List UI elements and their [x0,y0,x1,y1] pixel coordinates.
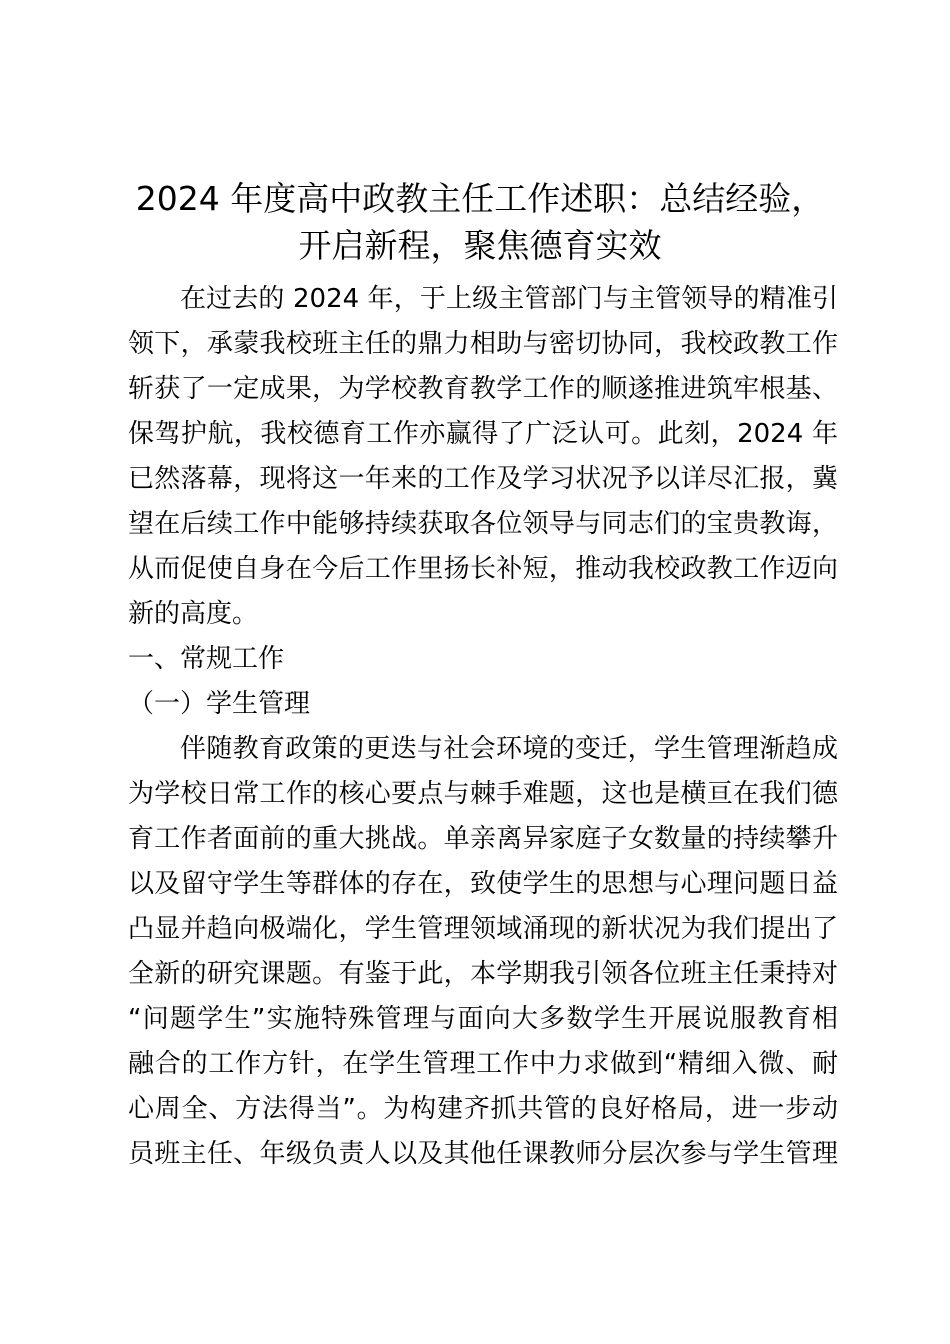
text-line: 全新的研究课题。有鉴于此，本学期我引领各位班主任秉持对 [128,959,838,989]
text-line: 领下，承蒙我校班主任的鼎力相助与密切协同，我校政教工作 [128,329,838,359]
subsection-heading: （一）学生管理 [128,689,311,719]
text-line: 以及留守学生等群体的存在，致使学生的思想与心理问题日益 [128,869,838,899]
document-title [100,175,860,269]
text-line: 已然落幕，现将这一年来的工作及学习状况予以详尽汇报，冀 [128,464,838,494]
text-line: 伴随教育政策的更迭与社会环境的变迁，学生管理渐趋成 [180,734,838,764]
paragraph-student-management [128,727,838,1177]
text-line: 为学校日常工作的核心要点与棘手难题，这也是横亘在我们德 [128,779,838,809]
text-line: 从而促使自身在今后工作里扬长补短，推动我校政教工作迈向 [128,554,838,584]
text-line: 保驾护航，我校德育工作亦赢得了广泛认可。此刻，2024 年 [128,419,838,449]
section-heading: 一、常规工作 [128,644,285,674]
text-line: 心周全、方法得当”。为构建齐抓共管的良好格局，进一步动 [128,1094,838,1124]
text-line: 员班主任、年级负责人以及其他任课教师分层次参与学生管理 [128,1139,838,1169]
text-line: 育工作者面前的重大挑战。单亲离异家庭子女数量的持续攀升 [128,824,838,854]
text-line: “问题学生”实施特殊管理与面向大多数学生开展说服教育相 [128,1004,838,1034]
title-line: 开启新程，聚焦德育实效 [298,226,662,265]
title-line: 2024 年度高中政教主任工作述职：总结经验， [135,179,825,218]
text-line: 望在后续工作中能够持续获取各位领导与同志们的宝贵教诲， [128,509,838,539]
text-line: 斩获了一定成果，为学校教育教学工作的顺遂推进筑牢根基、 [128,374,838,404]
document-body [128,277,838,1177]
text-line: 融合的工作方针，在学生管理工作中力求做到“精细入微、耐 [128,1049,838,1079]
text-line: 在过去的 2024 年，于上级主管部门与主管领导的精准引 [180,284,838,314]
paragraph-intro [128,277,838,637]
text-line: 凸显并趋向极端化，学生管理领域涌现的新状况为我们提出了 [128,914,838,944]
text-line: 新的高度。 [128,599,259,629]
